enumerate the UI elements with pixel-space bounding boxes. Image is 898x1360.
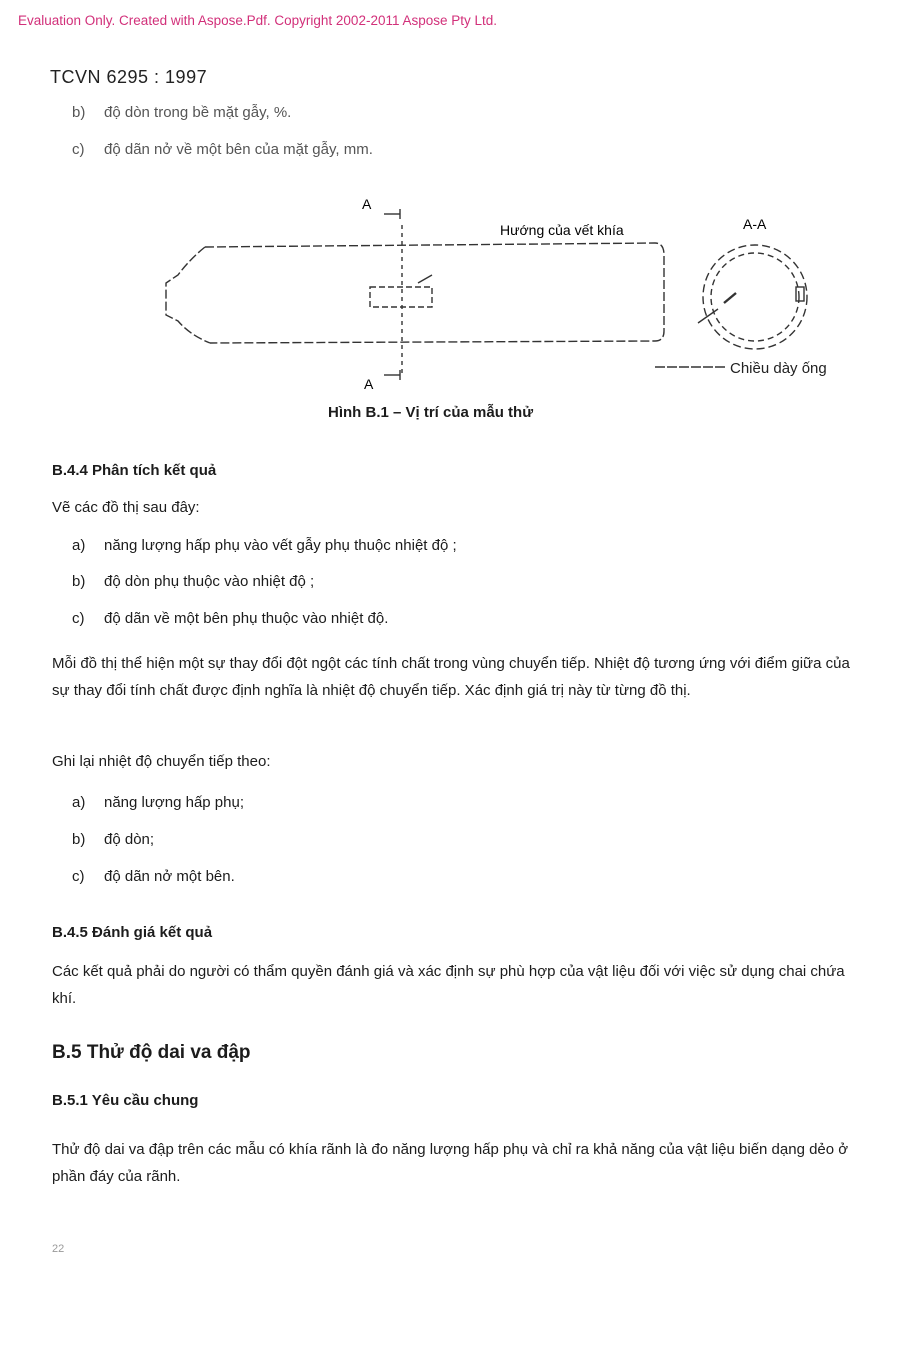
notch-direction-label: Hướng của vết khía bbox=[500, 222, 624, 238]
item-label: c) bbox=[72, 141, 85, 158]
item-text: năng lượng hấp phụ vào vết gẫy phụ thuộc nhiệt độ ; bbox=[104, 537, 457, 554]
section-mark-bottom: A bbox=[364, 376, 374, 392]
section-heading-b5: B.5 Thử độ dai va đập bbox=[52, 1042, 251, 1063]
item-label: b) bbox=[72, 831, 86, 848]
paragraph: Các kết quả phải do người có thẩm quyền đánh giá và xác định sự phù hợp của vật liệu đối với việc sử dụng chai chứa khí. bbox=[52, 963, 845, 1007]
list-item bbox=[72, 141, 373, 158]
section-heading-b45: B.4.5 Đánh giá kết quả bbox=[52, 924, 213, 941]
list-item bbox=[72, 868, 235, 885]
list-item bbox=[72, 537, 457, 554]
wall-thickness-label: Chiều dày ống bbox=[730, 360, 827, 377]
watermark: Evaluation Only. Created with Aspose.Pdf. Copyright 2002-2011 Aspose Pty Ltd. bbox=[18, 13, 498, 28]
standard-id: TCVN 6295 : 1997 bbox=[50, 67, 208, 87]
list-item bbox=[72, 573, 314, 590]
item-label: a) bbox=[72, 537, 86, 554]
paragraph: Mỗi đồ thị thể hiện một sự thay đổi đột ngột các tính chất trong vùng chuyển tiếp. Nhiệt độ tương ứng với điểm giữa của sự thay đổi tính chất được định nghĩa là nhiệt độ chuyển tiếp. Xác định giá trị này từ từng đồ thị. bbox=[52, 655, 850, 699]
item-label: c) bbox=[72, 610, 85, 627]
figure-caption: Hình B.1 – Vị trí của mẫu thử bbox=[328, 404, 534, 421]
intro-text: Vẽ các đồ thị sau đây: bbox=[52, 499, 200, 516]
section-heading-b51: B.5.1 Yêu cầu chung bbox=[52, 1092, 199, 1109]
item-label: b) bbox=[72, 104, 86, 121]
item-text: năng lượng hấp phụ; bbox=[104, 794, 244, 811]
list-item bbox=[72, 104, 291, 121]
list-item bbox=[72, 610, 388, 627]
item-text: độ dãn nở về một bên của mặt gẫy, mm. bbox=[104, 141, 373, 158]
item-text: độ dãn về một bên phụ thuộc vào nhiệt độ. bbox=[104, 610, 389, 627]
item-text: độ dòn trong bề mặt gẫy, %. bbox=[104, 104, 292, 121]
item-text: độ dòn phụ thuộc vào nhiệt độ ; bbox=[104, 573, 315, 590]
record-intro: Ghi lại nhiệt độ chuyển tiếp theo: bbox=[52, 753, 271, 770]
item-label: c) bbox=[72, 868, 85, 885]
list-item bbox=[72, 831, 154, 848]
section-heading-b44: B.4.4 Phân tích kết quả bbox=[52, 462, 217, 479]
item-label: b) bbox=[72, 573, 86, 590]
item-text: độ dãn nở một bên. bbox=[104, 868, 235, 885]
section-mark-top: A bbox=[362, 196, 372, 212]
specimen-figure bbox=[150, 195, 850, 395]
page-number: 22 bbox=[52, 1243, 65, 1255]
paragraph: Thử độ dai va đập trên các mẫu có khía rãnh là đo năng lượng hấp phụ và chỉ ra khả năng của vật liệu biến dạng dẻo ở phần đáy của rãnh. bbox=[52, 1141, 849, 1185]
item-label: a) bbox=[72, 794, 86, 811]
item-text: độ dòn; bbox=[104, 831, 155, 848]
section-label: A-A bbox=[743, 216, 767, 232]
list-item bbox=[72, 794, 244, 811]
